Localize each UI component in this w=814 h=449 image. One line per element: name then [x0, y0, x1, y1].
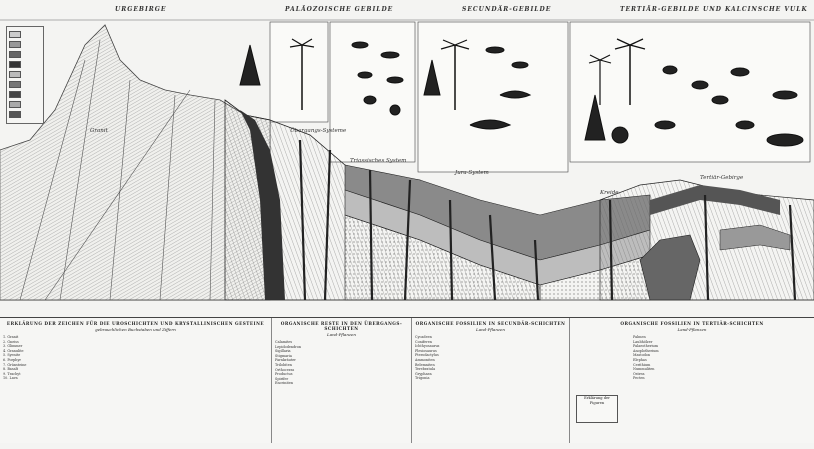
- legend-col-2-rows: [275, 340, 408, 386]
- list-item: Trigonia: [415, 376, 430, 381]
- list-item: 8. Basalt: [3, 367, 19, 372]
- header-urgebirge: URGEBIRGE: [115, 6, 167, 13]
- list-item: Coniferen: [415, 339, 432, 344]
- list-item: Cerithium: [633, 362, 651, 367]
- color-key: [6, 26, 44, 124]
- list-item: Belemniten: [415, 362, 435, 367]
- list-item: 10. Lava: [3, 376, 18, 381]
- list-item: 2. Gneiss: [3, 339, 19, 344]
- list-item: Trilobiten: [275, 362, 292, 367]
- legend-col-4-sub: Land-Pflanzen: [677, 327, 707, 332]
- header-secundaer: SECUNDÄR-GEBILDE: [462, 6, 552, 13]
- label-jura: Jura-System: [455, 170, 489, 176]
- legend-col-2-sub: Land-Pflanzen: [327, 332, 356, 337]
- list-item: Plesiosaurus: [415, 348, 437, 353]
- list-item: Nummuliten: [633, 367, 655, 372]
- list-item: Mastodon: [633, 353, 651, 358]
- list-item: Stigmaria: [275, 353, 292, 358]
- list-item: Anoplotherium: [633, 348, 659, 353]
- list-item: Terebratula: [415, 367, 436, 372]
- legend-table: [0, 317, 814, 443]
- list-item: Farnkräuter: [275, 358, 296, 363]
- list-item: Pterodactylus: [415, 353, 439, 358]
- legend-col-1-title: ERKLÄRUNG DER ZEICHEN FÜR DIE UROSCHICHTEN UND KRYSTALLINISCHEN GESTEINE: [6, 321, 265, 326]
- list-item: Elephas: [633, 357, 647, 362]
- list-item: Lepidodendron: [275, 344, 302, 349]
- list-item: Ostrea: [633, 371, 645, 376]
- list-item: 5. Syenite: [3, 353, 21, 358]
- panel-palaeo-plants: [270, 22, 328, 122]
- header-tertiaer: TERTIÄR-GEBILDE UND KALCINSCHE VULK: [620, 6, 808, 13]
- legend-col-4-rows: [573, 335, 811, 381]
- list-item: Palaeotherium: [633, 344, 658, 349]
- list-item: 4. Granulite: [3, 348, 24, 353]
- list-item: Cycadeen: [415, 335, 432, 339]
- list-item: 7. Grünsteine: [3, 362, 27, 367]
- list-item: Ichthyosaurus: [415, 344, 440, 349]
- legend-col-2-title: ORGANISCHE RESTE IN DEN ÜBERGANGS-SCHICHTEN: [280, 321, 403, 331]
- list-item: Spirifer: [275, 376, 289, 381]
- list-item: Encriniten: [275, 381, 294, 386]
- panel-secundaer: [418, 22, 568, 172]
- list-item: 6. Porphyr: [3, 357, 22, 362]
- list-item: Gryphaea: [415, 371, 432, 376]
- list-item: 9. Trachyt: [3, 371, 21, 376]
- label-kreide: Kreide: [600, 190, 619, 196]
- label-granit: Granit: [90, 128, 108, 134]
- label-uebergang: Übergangs-Systeme: [290, 128, 347, 134]
- header-palaeo: PALÄOZOISCHE GEBILDE: [285, 6, 394, 13]
- list-item: Sigillaria: [275, 349, 291, 354]
- panel-palaeo-animals: [330, 22, 415, 162]
- list-item: Calamites: [275, 340, 293, 344]
- legend-col-3-rows: [415, 335, 566, 381]
- legend-col-3: [412, 318, 570, 443]
- list-item: Orthoceras: [275, 367, 295, 372]
- legend-col-2: [272, 318, 412, 443]
- label-trias: Triassisches System: [350, 158, 407, 164]
- list-item: 3. Glimmer: [3, 344, 23, 349]
- legend-col-4: [570, 318, 814, 443]
- legend-col-1-rows: [3, 335, 268, 381]
- label-tertiaer: Tertiär-Gebirge: [700, 175, 744, 181]
- legend-col-3-title: ORGANISCHE FOSSILIEN IN SECUNDÄR-SCHICHTEN: [415, 321, 566, 326]
- list-item: 1. Granit: [3, 335, 19, 339]
- list-item: Pecten: [633, 376, 645, 381]
- list-item: Productus: [275, 372, 293, 377]
- legend-col-4-title: ORGANISCHE FOSSILIEN IN TERTIÄR-SCHICHTEN: [620, 321, 764, 326]
- list-item: Palmen: [633, 335, 646, 339]
- legend-col-1: [0, 318, 272, 443]
- figure-explanation-box: Erklärung der Figuren: [576, 395, 618, 423]
- list-item: Laubhölzer: [633, 339, 653, 344]
- legend-col-1-sub: gebrauchlichen Buchstaben und Ziffern: [95, 327, 176, 332]
- list-item: Ammoniten: [415, 357, 435, 362]
- legend-col-3-sub: Land-Pflanzen: [476, 327, 505, 332]
